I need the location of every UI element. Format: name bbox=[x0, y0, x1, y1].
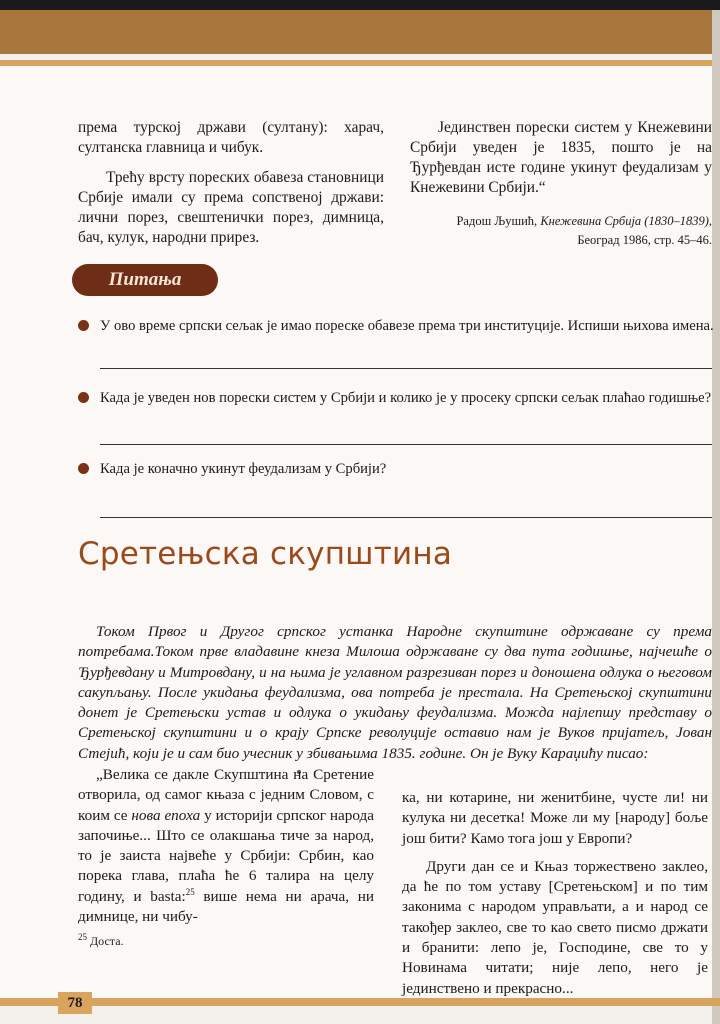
footnote-text: Доста. bbox=[87, 934, 124, 948]
quote-left-part-c: више нема ни арача, ни димнице, ни чибу- bbox=[78, 887, 374, 926]
quote-left-italic: нова епоха bbox=[131, 806, 201, 824]
section-intro: Током Првог и Другог српског устанка Народне скупштине одржаване су према потребама.Током прве владавине кнеза Милоша одржаване су два пута годишње, најчешће о Ђурђевдану и Митровдану, и на њима је углавном разрезиван порез и доношена одлука о његовом сакупљању. После укидања феудализма, ова потреба је престала. На Сретењској скупштини донет је Сретењски устав и одлука о укидању феудализма. Можда најлепшу представу о Сретењској скупштини и о крају Српске револуције оставио нам је Вуков пријатељ, Јован Стејић, који је и сам био учесник у збивањима 1835. године. Он је Вуку Караџићу писао: bbox=[78, 623, 712, 762]
bullet-icon bbox=[78, 463, 89, 474]
question-2-text: Када је уведен нов порески систем у Србији и колико је у просеку српски сељак плаћао годишње? bbox=[100, 390, 712, 406]
footnote-marker: 25 bbox=[185, 886, 195, 897]
bullet-icon bbox=[78, 392, 89, 403]
quote-right-part-b: Други дан се и Књаз торжествено заклео, да ће по том уставу [Сретењском] и по тим законима с народом управљати, а и народ се такођер заклео, све то као свето писмо држати и бранити: лепо је, Господине, све то у Новинама читати; није лепо, него је јединствено и прекрасно... bbox=[402, 857, 708, 997]
bullet-icon bbox=[78, 320, 89, 331]
letter-quote-left bbox=[78, 765, 374, 927]
citation-punct: , bbox=[708, 214, 712, 228]
page-number: 78 bbox=[58, 992, 92, 1014]
quote-left-part-a: „Велика се дакле Скупштина на Сретение отворила, од самог књаза с једним Словом, с коим се bbox=[78, 766, 374, 824]
source-quote: Јединствен порески систем у Кнежевини Србији уведен је 1835, пошто је на Ђурђевдан исте године укинут феудализам у Кнежевини Србији.“ bbox=[410, 119, 712, 196]
question-3-text: Када је коначно укинут феудализам у Србији? bbox=[100, 461, 387, 477]
left-column bbox=[78, 118, 384, 248]
answer-line-2[interactable] bbox=[100, 444, 712, 445]
scan-right-edge bbox=[712, 10, 720, 1024]
footnote bbox=[78, 934, 124, 949]
answer-line-3[interactable] bbox=[100, 517, 712, 518]
citation-author: Радош Љушић, bbox=[456, 214, 541, 228]
header-band bbox=[0, 10, 720, 54]
citation-line-2: Београд 1986, стр. 45–46. bbox=[577, 233, 712, 247]
right-column bbox=[410, 118, 712, 250]
footnote-number: 25 bbox=[78, 932, 87, 942]
quote-right-part-a: ка, ни котарине, ни женитбине, чусте ли! ни кулука ни десетка! Може ли му [народу] боље још бити? Камо тога још у Европи? bbox=[402, 789, 708, 847]
quote-left-part-b: у историји српског народа започиње... Што се олакшања тиче за народ, то је заиста највеће у Србији: Србин, као порека глава, плаћа ће 6 талира на целу годину, и basta: bbox=[78, 806, 374, 905]
scan-top-edge bbox=[0, 0, 720, 10]
left-paragraph-2: Трећу врсту пореских обавеза становници Србије имали су према сопственој држави: лични порез, свештенички порез, димница, бач, кулук, народни прирез. bbox=[78, 169, 384, 246]
answer-line-1[interactable] bbox=[100, 368, 712, 369]
footer-stripe bbox=[0, 998, 720, 1006]
questions-title-badge: Питања bbox=[72, 264, 218, 296]
citation-title: Кнежевина Србија (1830–1839) bbox=[540, 214, 709, 228]
source-citation bbox=[410, 212, 712, 231]
section-heading: Сретењска скупштина bbox=[78, 536, 453, 572]
question-1-text: У ово време српски сељак је имао пореске обавезе према три институције. Испиши њихова имена. bbox=[100, 318, 714, 334]
letter-quote-right bbox=[402, 788, 708, 999]
left-paragraph-1: према турској држави (султану): харач, султанска главница и чибук. bbox=[78, 119, 384, 156]
